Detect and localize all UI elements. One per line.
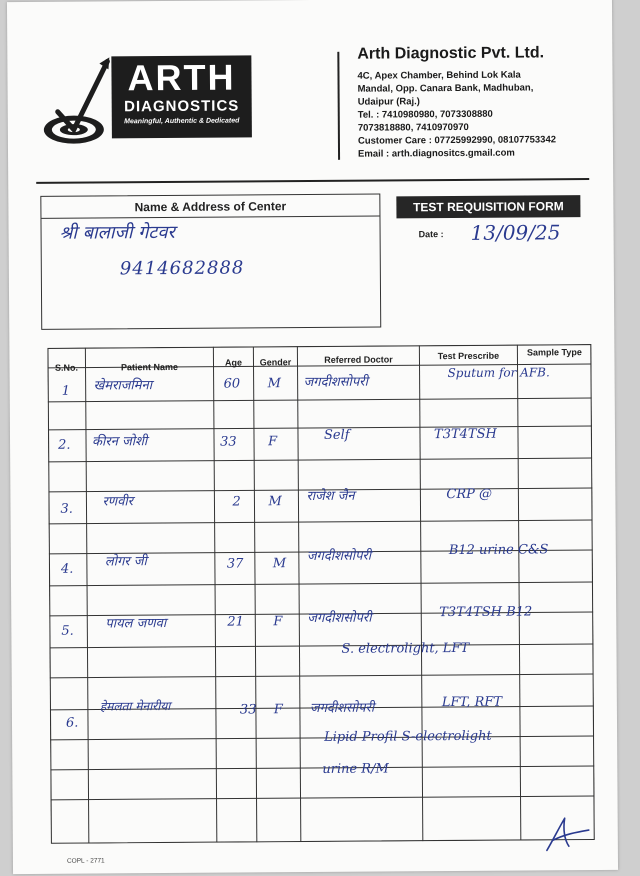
row5-sno: 5. bbox=[61, 623, 74, 639]
row4-sno: 4. bbox=[60, 561, 74, 577]
row2-sno: 2. bbox=[58, 437, 71, 453]
footer-code: COPL - 2771 bbox=[66, 857, 105, 865]
row3-gender: M bbox=[268, 494, 282, 510]
date-value: 13/09/25 bbox=[470, 220, 561, 245]
company-name: Arth Diagnostic Pvt. Ltd. bbox=[357, 44, 545, 63]
row3-doctor: राजेश जैन bbox=[306, 488, 355, 505]
row6-test: LFT, RFT bbox=[441, 694, 503, 711]
row5-patient: पायल जणवा bbox=[105, 616, 167, 632]
row1-sno: 1 bbox=[61, 383, 71, 399]
brand-logo-box bbox=[111, 55, 252, 138]
row2-test: T3T4TSH bbox=[433, 426, 497, 443]
company-info bbox=[357, 44, 608, 161]
row3-sno: 3. bbox=[60, 501, 73, 517]
header-sno: S.No. bbox=[54, 362, 79, 373]
row1-doctor: जगदीशसोपरी bbox=[303, 374, 368, 391]
row3-age: 2 bbox=[232, 494, 241, 510]
row1-test: Sputum for AFB. bbox=[447, 365, 550, 381]
row2-gender: F bbox=[267, 434, 278, 450]
row3-test: CRP @ bbox=[446, 486, 493, 503]
brand-name-big: ARTH bbox=[127, 56, 236, 99]
header-divider bbox=[337, 52, 340, 160]
row6-gender: F bbox=[273, 702, 283, 718]
date-label: Date : bbox=[418, 229, 444, 240]
header-gender: Gender bbox=[259, 357, 292, 368]
row6-sno: 6. bbox=[65, 715, 79, 731]
address-line: 4C, Apex Chamber, Behind Lok Kala bbox=[357, 69, 521, 82]
row6-test-line2: Lipid Profil S-electrolight bbox=[324, 728, 492, 745]
brand-tagline: Meaningful, Authentic & Dedicated bbox=[124, 117, 240, 126]
form-title: TEST REQUISITION FORM bbox=[396, 195, 580, 218]
email-line: Email : arth.diagnositcs.gmail.com bbox=[357, 147, 515, 160]
requisition-table-grid bbox=[47, 344, 594, 844]
row2-doctor: Self bbox=[323, 427, 350, 443]
brand-name-sub: DIAGNOSTICS bbox=[124, 97, 240, 116]
row5-gender: F bbox=[273, 614, 283, 630]
row4-doctor: जगदीशसोपरी bbox=[306, 548, 372, 565]
row4-patient: लोगर जी bbox=[104, 554, 147, 570]
row6-patient: हेमलता मेनारीया bbox=[99, 698, 171, 714]
center-box-label-rule bbox=[41, 216, 379, 219]
row6-age: 33 bbox=[239, 702, 257, 718]
header-test-prescribe: Test Prescribe bbox=[437, 350, 500, 362]
phone-line: 7073818880, 7410970970 bbox=[357, 121, 469, 134]
row6-doctor: जगदीशसोपरी bbox=[309, 700, 375, 717]
row4-test: B12 urine C&S bbox=[448, 542, 549, 559]
header-age: Age bbox=[224, 357, 243, 368]
center-address-box bbox=[40, 194, 381, 330]
row1-gender: M bbox=[267, 376, 281, 392]
row4-age: 37 bbox=[226, 556, 244, 572]
signature-mark bbox=[543, 810, 593, 854]
requisition-form-sheet bbox=[7, 0, 618, 874]
row4-gender: M bbox=[272, 556, 287, 572]
row5-test: T3T4TSH B12 bbox=[439, 604, 533, 621]
row2-patient: कीरन जोशी bbox=[91, 434, 148, 450]
customer-care-line: Customer Care : 07725992990, 08107753342 bbox=[357, 134, 557, 147]
center-name: श्री बालाजी गेटवर bbox=[59, 221, 175, 244]
row5-test-line2: S. electrolight, LFT bbox=[341, 640, 470, 657]
header-sample-type: Sample Type bbox=[526, 347, 582, 358]
header-rule bbox=[36, 178, 589, 184]
center-phone: 9414682888 bbox=[119, 257, 245, 280]
address-line: Mandal, Opp. Canara Bank, Madhuban, bbox=[357, 82, 534, 95]
row6-test-line3: urine R/M bbox=[322, 761, 389, 777]
row5-age: 21 bbox=[227, 614, 244, 630]
phone-line: Tel. : 7410980980, 7073308880 bbox=[357, 108, 493, 121]
row1-age: 60 bbox=[223, 376, 241, 392]
center-box-label: Name & Address of Center bbox=[134, 199, 287, 215]
header-patient-name: Patient Name bbox=[120, 361, 179, 373]
row2-age: 33 bbox=[219, 434, 237, 450]
row5-doctor: जगदीशसोपरी bbox=[307, 610, 372, 627]
row1-patient: खेमराजमिना bbox=[93, 378, 153, 394]
row3-patient: रणवीर bbox=[102, 494, 134, 510]
header-referred-doctor: Referred Doctor bbox=[324, 354, 393, 365]
address-line: Udaipur (Raj.) bbox=[357, 96, 420, 108]
